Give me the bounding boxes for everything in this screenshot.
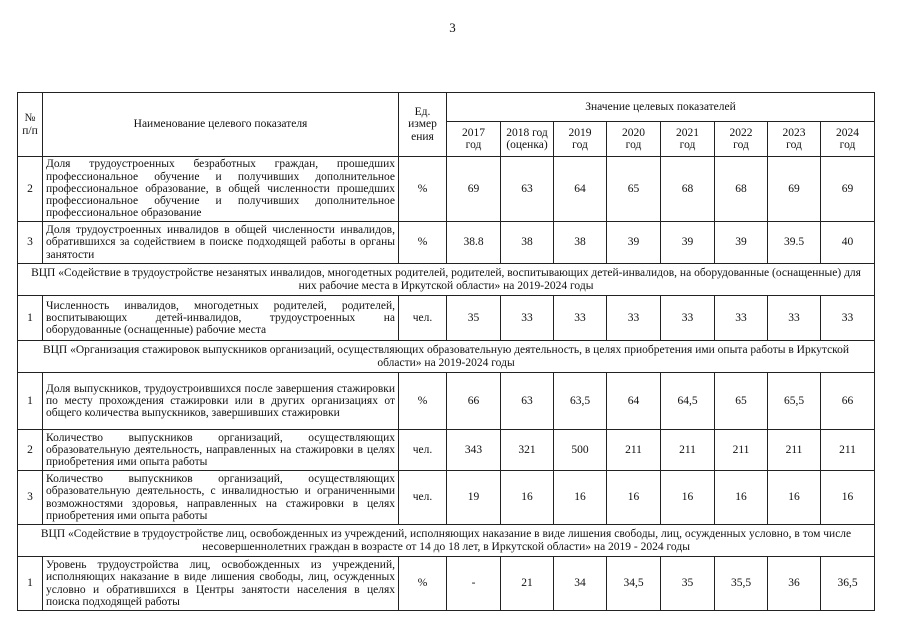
row-number: 2: [18, 157, 43, 222]
header-year: 2017 год: [447, 122, 501, 157]
section-title: ВЦП «Организация стажировок выпускников организаций, осуществляющих образовательную деятельность, в целях приобретения ими опыта работы в Иркутской области» на 2019-2024 годы: [18, 341, 875, 373]
value-cell: 64,5: [661, 373, 715, 430]
row-number: 1: [18, 373, 43, 430]
section-row: [18, 264, 875, 296]
header-year: 2019 год: [554, 122, 607, 157]
indicators-table: [17, 92, 875, 611]
value-cell: 16: [501, 471, 554, 525]
value-cell: 63: [501, 157, 554, 222]
value-cell: 39: [715, 222, 768, 264]
value-cell: 321: [501, 430, 554, 471]
header-num: № п/п: [18, 93, 43, 157]
unit-cell: %: [399, 157, 447, 222]
header-unit: Ед. измер ения: [399, 93, 447, 157]
value-cell: 36,5: [821, 557, 875, 611]
value-cell: 343: [447, 430, 501, 471]
value-cell: 39: [607, 222, 661, 264]
value-cell: 40: [821, 222, 875, 264]
value-cell: 63: [501, 373, 554, 430]
value-cell: 33: [661, 296, 715, 341]
row-number: 2: [18, 430, 43, 471]
header-year: 2018 год (оценка): [501, 122, 554, 157]
value-cell: 63,5: [554, 373, 607, 430]
value-cell: 33: [821, 296, 875, 341]
header-year: 2024 год: [821, 122, 875, 157]
section-row: [18, 341, 875, 373]
section-title: ВЦП «Содействие в трудоустройстве незанятых инвалидов, многодетных родителей, родителей, воспитывающих детей-инвалидов, на оборудованные (оснащенные) для них рабочие места в Иркутской области» на 2019-2024 годы: [18, 264, 875, 296]
value-cell: 68: [715, 157, 768, 222]
indicator-name: Уровень трудоустройства лиц, освобожденных из учреждений, исполняющих наказание в виде лишения свободы, лиц, осужденных условно и обратившихся в Центры занятости населения в целях поиска подходящей работы: [43, 557, 399, 611]
value-cell: 33: [554, 296, 607, 341]
unit-cell: %: [399, 373, 447, 430]
value-cell: 16: [715, 471, 768, 525]
value-cell: 65: [715, 373, 768, 430]
value-cell: 500: [554, 430, 607, 471]
value-cell: 35: [661, 557, 715, 611]
header-name: Наименование целевого показателя: [43, 93, 399, 157]
row-number: 1: [18, 296, 43, 341]
row-number: 3: [18, 222, 43, 264]
value-cell: 38.8: [447, 222, 501, 264]
header-year: 2020 год: [607, 122, 661, 157]
indicator-name: Количество выпускников организаций, осуществляющих образовательную деятельность, направленных на стажировки в целях приобретения ими опыта работы: [43, 430, 399, 471]
unit-cell: чел.: [399, 471, 447, 525]
value-cell: 65,5: [768, 373, 821, 430]
value-cell: 39.5: [768, 222, 821, 264]
value-cell: 69: [768, 157, 821, 222]
value-cell: 211: [715, 430, 768, 471]
value-cell: 211: [607, 430, 661, 471]
value-cell: 211: [661, 430, 715, 471]
value-cell: 68: [661, 157, 715, 222]
value-cell: -: [447, 557, 501, 611]
value-cell: 38: [501, 222, 554, 264]
value-cell: 36: [768, 557, 821, 611]
indicator-name: Количество выпускников организаций, осуществляющих образовательную деятельность, с инвалидностью и ограниченными возможностями здоровья, направленных на стажировки в целях приобретения ими опыта работы: [43, 471, 399, 525]
value-cell: 64: [554, 157, 607, 222]
unit-cell: чел.: [399, 296, 447, 341]
row-number: 1: [18, 557, 43, 611]
value-cell: 19: [447, 471, 501, 525]
table-row: [18, 373, 875, 430]
row-number: 3: [18, 471, 43, 525]
value-cell: 34: [554, 557, 607, 611]
value-cell: 33: [768, 296, 821, 341]
value-cell: 65: [607, 157, 661, 222]
indicator-name: Доля трудоустроенных инвалидов в общей численности инвалидов, обратившихся за содействием в поиске подходящей работы в органы занятости: [43, 222, 399, 264]
unit-cell: %: [399, 557, 447, 611]
table-row: [18, 430, 875, 471]
indicator-name: Доля трудоустроенных безработных граждан, прошедших профессиональное обучение и получивших дополнительное профессиональное образование, в общей численности прошедших профессиональное обучение и получивших дополнительное профессиональное образование: [43, 157, 399, 222]
table-row: [18, 471, 875, 525]
value-cell: 21: [501, 557, 554, 611]
header-values: Значение целевых показателей: [447, 93, 875, 122]
section-title: ВЦП «Содействие в трудоустройстве лиц, освобожденных из учреждений, исполняющих наказание в виде лишения свободы, лиц, осужденных условно, в том числе несовершеннолетних граждан в возрасте от 14 до 18 лет, в Иркутской области» на 2019 - 2024 годы: [18, 525, 875, 557]
value-cell: 16: [554, 471, 607, 525]
value-cell: 211: [768, 430, 821, 471]
value-cell: 211: [821, 430, 875, 471]
table-row: [18, 157, 875, 222]
value-cell: 33: [607, 296, 661, 341]
header-year: 2023 год: [768, 122, 821, 157]
header-year: 2021 год: [661, 122, 715, 157]
value-cell: 35: [447, 296, 501, 341]
indicator-name: Численность инвалидов, многодетных родителей, родителей, воспитывающих детей-инвалидов, трудоустроенных на оборудованные (оснащенные) рабочие места: [43, 296, 399, 341]
header-year: 2022 год: [715, 122, 768, 157]
value-cell: 38: [554, 222, 607, 264]
table-row: [18, 557, 875, 611]
value-cell: 33: [715, 296, 768, 341]
value-cell: 16: [821, 471, 875, 525]
value-cell: 33: [501, 296, 554, 341]
value-cell: 39: [661, 222, 715, 264]
unit-cell: %: [399, 222, 447, 264]
value-cell: 69: [447, 157, 501, 222]
value-cell: 16: [768, 471, 821, 525]
value-cell: 16: [607, 471, 661, 525]
value-cell: 35,5: [715, 557, 768, 611]
value-cell: 16: [661, 471, 715, 525]
indicator-name: Доля выпускников, трудоустроившихся после завершения стажировки по месту прохождения стажировки или в других организациях от общего количества выпускников, завершивших стажировки: [43, 373, 399, 430]
value-cell: 66: [821, 373, 875, 430]
value-cell: 34,5: [607, 557, 661, 611]
value-cell: 69: [821, 157, 875, 222]
value-cell: 64: [607, 373, 661, 430]
value-cell: 66: [447, 373, 501, 430]
unit-cell: чел.: [399, 430, 447, 471]
section-row: [18, 525, 875, 557]
table-row: [18, 222, 875, 264]
page-number: 3: [449, 20, 456, 35]
table-row: [18, 296, 875, 341]
